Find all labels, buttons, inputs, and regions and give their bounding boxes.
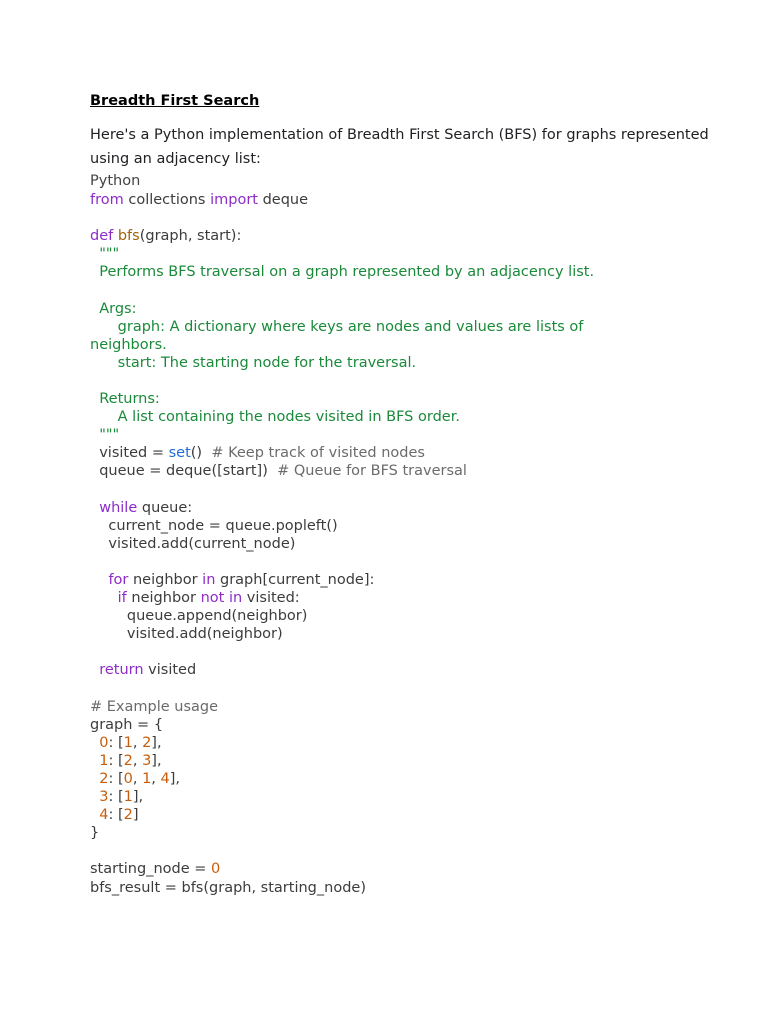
code-token: 1 [123, 789, 133, 806]
code-token: graph[current_node]: [215, 571, 375, 588]
code-token: (graph, start): [139, 228, 242, 245]
code-line [90, 372, 730, 390]
code-token: """ [90, 246, 120, 263]
code-line [90, 390, 730, 408]
code-token: } [90, 825, 100, 842]
code-token [90, 662, 99, 678]
code-line [90, 716, 730, 734]
code-line [90, 571, 730, 589]
code-token [90, 500, 99, 516]
code-token: from [90, 192, 124, 208]
code-token: : [ [108, 771, 124, 787]
code-token [90, 590, 118, 606]
code-line [90, 517, 730, 535]
code-token: 0 [99, 734, 109, 751]
code-token: ], [151, 734, 162, 751]
code-token: neighbors. [90, 336, 167, 353]
code-token: , [132, 771, 143, 787]
code-token: : [ [108, 734, 124, 751]
code-token: 2 [123, 807, 133, 824]
code-line [90, 263, 730, 281]
code-token [90, 753, 99, 769]
code-token [90, 572, 108, 588]
code-token: def [90, 228, 114, 245]
code-token: starting_node = [90, 861, 211, 878]
code-token [90, 789, 99, 805]
code-token: ] [132, 807, 139, 824]
code-token: visited [143, 662, 197, 679]
code-token: queue: [137, 499, 193, 516]
code-line [90, 680, 730, 698]
code-token: Performs BFS traversal on a graph represented by an adjacency list. [90, 264, 595, 281]
code-token: ], [151, 752, 162, 769]
code-line [90, 788, 730, 806]
code-token: , [132, 734, 143, 751]
code-token: 2 [142, 734, 152, 751]
code-token: if [117, 590, 127, 607]
code-line [90, 426, 730, 444]
code-token: start: The starting node for the traversal. [90, 354, 417, 371]
code-line [90, 770, 730, 788]
code-line [90, 227, 730, 245]
code-token: for [108, 571, 129, 588]
code-token: 1 [99, 752, 109, 769]
code-token: bfs_result = bfs(graph, starting_node) [90, 879, 366, 896]
code-token: Args: [90, 300, 137, 317]
code-line [90, 481, 730, 499]
code-line [90, 752, 730, 770]
code-token: bfs [117, 228, 140, 245]
code-token: : [ [108, 807, 124, 824]
code-token: return [99, 662, 144, 679]
code-token: 1 [142, 771, 152, 787]
code-line [90, 625, 730, 643]
code-line [90, 462, 730, 480]
code-line [90, 354, 730, 372]
code-line [90, 661, 730, 679]
code-token [90, 735, 99, 751]
code-line [90, 318, 730, 336]
code-token: # Example usage [90, 698, 219, 715]
code-token: 2 [123, 752, 133, 769]
code-line [90, 607, 730, 625]
code-token: import [210, 192, 258, 208]
code-token: while [99, 499, 138, 516]
code-line [90, 444, 730, 462]
code-line [90, 860, 730, 878]
page-title: Breadth First Search [90, 93, 260, 109]
code-line [90, 824, 730, 842]
code-token: () [190, 445, 212, 462]
code-token: """ [90, 427, 120, 444]
code-token: 3 [142, 752, 152, 769]
code-token: 1 [123, 734, 133, 751]
code-token: collections [123, 192, 211, 208]
code-line [90, 535, 730, 553]
code-token: queue = deque([start]) [90, 463, 278, 480]
code-token: # Keep track of visited nodes [211, 445, 425, 462]
code-line [90, 408, 730, 426]
code-token: current_node = queue.popleft() [90, 517, 338, 534]
code-token: not [200, 590, 225, 607]
code-token: ], [132, 789, 144, 806]
code-token: neighbor [128, 571, 203, 588]
code-line [90, 209, 730, 227]
code-token: # Queue for BFS traversal [277, 463, 467, 480]
code-token: deque [257, 192, 309, 208]
code-token [90, 807, 99, 823]
code-token: visited.add(neighbor) [90, 626, 283, 643]
code-line [90, 336, 730, 354]
code-token: visited = [90, 445, 169, 462]
code-line [90, 698, 730, 716]
code-line [90, 553, 730, 571]
code-token: graph = { [90, 716, 164, 733]
code-token: in [202, 571, 216, 588]
code-token: 3 [99, 789, 109, 806]
code-token: , [132, 752, 143, 769]
code-line [90, 245, 730, 263]
code-line [90, 806, 730, 824]
document-page [90, 90, 730, 897]
code-token [90, 771, 99, 787]
code-language-label: Python [90, 173, 141, 189]
code-token: : [ [108, 752, 124, 769]
code-token: queue.append(neighbor) [90, 608, 308, 625]
code-token: 4 [160, 771, 170, 787]
code-line [90, 191, 730, 209]
intro-paragraph: Here's a Python implementation of Breadth First Search (BFS) for graphs represented using an adjacency list: [90, 127, 709, 167]
code-line [90, 879, 730, 897]
code-token: ], [169, 771, 181, 787]
code-line [90, 281, 730, 299]
code-token: 4 [99, 807, 109, 824]
code-token: visited: [242, 590, 300, 607]
code-token: , [151, 771, 161, 787]
code-line [90, 643, 730, 661]
code-token: Returns: [90, 391, 160, 408]
code-token: neighbor [126, 590, 201, 607]
code-token: 0 [211, 861, 221, 878]
code-token: set [168, 445, 191, 462]
code-line [90, 499, 730, 517]
code-block [90, 191, 730, 897]
code-line [90, 300, 730, 318]
code-token: visited.add(current_node) [90, 535, 296, 552]
code-token: : [ [108, 789, 124, 806]
code-token: graph: A dictionary where keys are nodes and values are lists of [90, 318, 584, 335]
code-token: 2 [99, 771, 109, 787]
code-line [90, 734, 730, 752]
code-line [90, 842, 730, 860]
code-token: A list containing the nodes visited in BFS order. [90, 409, 460, 426]
code-token: in [228, 590, 243, 607]
code-token: 0 [123, 771, 133, 787]
code-line [90, 589, 730, 607]
